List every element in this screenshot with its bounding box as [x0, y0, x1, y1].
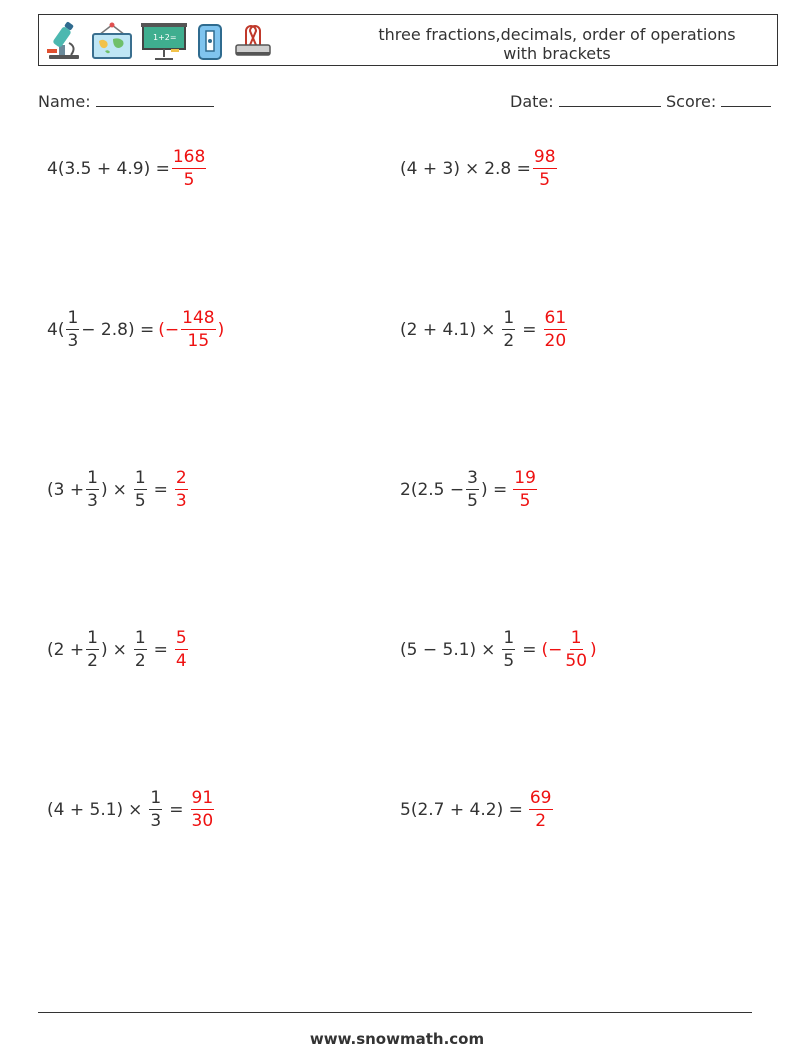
- answer-fraction: [564, 630, 588, 670]
- answer: [542, 310, 570, 350]
- answer: [542, 630, 597, 670]
- score-field[interactable]: [666, 92, 771, 111]
- expression: (4 + 3): [400, 159, 460, 179]
- numerator: 3: [467, 468, 478, 488]
- title-line-2: with brackets: [503, 44, 611, 63]
- world-map-icon: [91, 21, 133, 61]
- fraction: [502, 310, 515, 350]
- expression: (3 +: [47, 480, 85, 500]
- denominator: 3: [150, 811, 162, 831]
- problem-5: [47, 460, 190, 520]
- denominator: 3: [67, 331, 79, 351]
- answer-close: ): [217, 320, 225, 340]
- worksheet-title: [347, 25, 767, 63]
- denominator: 5: [183, 170, 195, 190]
- equals-sign: =: [153, 640, 168, 660]
- date-field[interactable]: [510, 92, 661, 111]
- answer-fraction: [175, 470, 188, 510]
- denominator: 3: [87, 491, 98, 511]
- multiply-sign: ×: [112, 640, 127, 660]
- answer-fraction: [191, 790, 215, 830]
- footer-divider: [38, 1012, 752, 1013]
- numerator: 1: [134, 628, 146, 648]
- answer: [173, 470, 190, 510]
- fraction: [86, 630, 99, 670]
- microscope-icon: [45, 21, 83, 61]
- numerator: 1: [570, 628, 582, 648]
- multiply-sign: ×: [464, 159, 480, 179]
- score-blank[interactable]: [721, 92, 771, 107]
- expression: 4(3.5 + 4.9) =: [47, 159, 170, 179]
- denominator: 50: [565, 651, 588, 671]
- fraction: [134, 630, 147, 670]
- name-label: Name:: [38, 92, 91, 111]
- problem-9: [47, 780, 216, 840]
- numerator: 1: [87, 468, 98, 488]
- denominator: 5: [134, 491, 146, 511]
- answer: [170, 149, 208, 189]
- binder-clip-icon: [233, 21, 273, 61]
- answer-fraction: [181, 310, 215, 350]
- numerator: 2: [175, 468, 187, 488]
- numerator: 61: [544, 308, 567, 328]
- denominator: 2: [503, 331, 515, 351]
- problem-6: [400, 460, 539, 520]
- denominator: 20: [544, 331, 567, 351]
- problem-1: [47, 139, 208, 199]
- date-label: Date:: [510, 92, 554, 111]
- equals-sign: =: [522, 640, 537, 660]
- problem-7: [47, 620, 190, 680]
- name-blank[interactable]: [96, 92, 214, 107]
- numerator: 69: [529, 788, 552, 808]
- fraction: [149, 790, 162, 830]
- numerator: 1: [150, 788, 162, 808]
- equals-sign: =: [522, 320, 537, 340]
- pencil-sharpener-icon: [195, 21, 225, 61]
- expression: ): [100, 480, 108, 500]
- footer-url[interactable]: www.snowmath.com: [309, 1030, 485, 1048]
- denominator: 4: [175, 651, 187, 671]
- fraction: [134, 470, 147, 510]
- numerator: 1: [134, 468, 146, 488]
- expression: − 2.8) =: [81, 320, 155, 340]
- expression: 5(2.7 + 4.2) =: [400, 800, 523, 820]
- equals-sign: =: [169, 800, 184, 820]
- denominator: 2: [134, 651, 146, 671]
- answer-fraction: [172, 149, 206, 189]
- fraction: [66, 310, 79, 350]
- expression: ): [100, 640, 108, 660]
- answer-close: ): [590, 640, 597, 660]
- answer: [158, 310, 224, 350]
- denominator: 5: [467, 491, 478, 511]
- denominator: 15: [187, 331, 210, 351]
- numerator: 1: [67, 308, 79, 328]
- expression: 2.8 =: [484, 159, 531, 179]
- score-label: Score:: [666, 92, 717, 111]
- numerator: 1: [503, 628, 515, 648]
- denominator: 5: [539, 170, 551, 190]
- answer-open: (−: [158, 320, 180, 340]
- equals-sign: =: [153, 480, 168, 500]
- worksheet-header: [38, 14, 778, 66]
- answer-fraction: [533, 149, 557, 189]
- name-field[interactable]: [38, 92, 214, 111]
- problem-2: [400, 139, 559, 199]
- multiply-sign: ×: [481, 320, 496, 340]
- title-line-1: three fractions,decimals, order of operations: [378, 25, 736, 44]
- problem-10: [400, 780, 555, 840]
- denominator: 30: [191, 811, 214, 831]
- header-icons: [45, 19, 273, 63]
- chalkboard-icon: [141, 21, 187, 61]
- expression: 4(: [47, 320, 65, 340]
- problem-8: [400, 620, 597, 680]
- numerator: 168: [172, 147, 206, 167]
- numerator: 5: [175, 628, 187, 648]
- problem-4: [400, 300, 569, 360]
- expression: (2 +: [47, 640, 85, 660]
- expression: (5 − 5.1): [400, 640, 477, 660]
- expression: ) =: [480, 480, 508, 500]
- answer: [527, 790, 555, 830]
- multiply-sign: ×: [128, 800, 143, 820]
- answer: [531, 149, 559, 189]
- multiply-sign: ×: [112, 480, 127, 500]
- answer: [511, 470, 539, 510]
- svg-text:1+2=: 1+2=: [153, 33, 177, 42]
- multiply-sign: ×: [481, 640, 496, 660]
- fraction: [466, 470, 479, 510]
- expression: 2(2.5 −: [400, 480, 465, 500]
- answer-fraction: [529, 790, 553, 830]
- expression: (4 + 5.1): [47, 800, 124, 820]
- numerator: 98: [533, 147, 556, 167]
- numerator: 148: [182, 308, 215, 328]
- answer: [189, 790, 217, 830]
- fraction: [86, 470, 99, 510]
- answer: [173, 630, 190, 670]
- answer-fraction: [175, 630, 188, 670]
- denominator: 3: [175, 491, 187, 511]
- denominator: 5: [503, 651, 515, 671]
- denominator: 2: [87, 651, 98, 671]
- numerator: 1: [87, 628, 98, 648]
- numerator: 1: [503, 308, 515, 328]
- expression: (2 + 4.1): [400, 320, 477, 340]
- fraction: [502, 630, 515, 670]
- answer-fraction: [544, 310, 568, 350]
- numerator: 19: [514, 468, 536, 488]
- denominator: 2: [535, 811, 547, 831]
- problem-3: [47, 300, 224, 360]
- answer-fraction: [513, 470, 537, 510]
- denominator: 5: [519, 491, 531, 511]
- numerator: 91: [191, 788, 214, 808]
- answer-open: (−: [541, 640, 563, 660]
- date-blank[interactable]: [559, 92, 661, 107]
